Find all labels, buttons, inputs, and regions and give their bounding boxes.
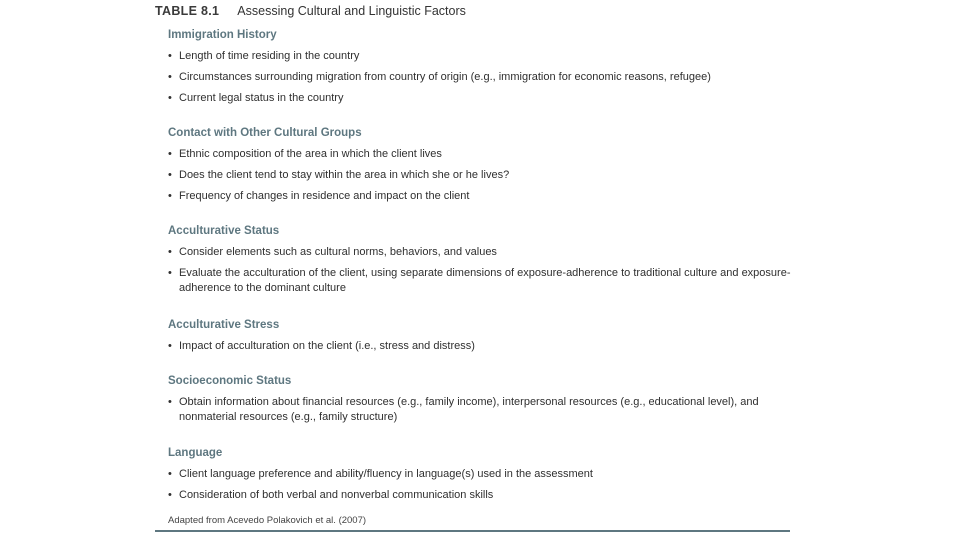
bullet-icon: • [168, 468, 172, 480]
section-immigration-history [168, 28, 798, 106]
bullet-list [168, 245, 798, 296]
bottom-rule [155, 530, 790, 532]
section-heading: Immigration History [168, 29, 277, 41]
bullet-list [168, 147, 798, 204]
bullet-icon: • [168, 190, 172, 202]
list-item: • Ethnic composition of the area in which the client lives [168, 148, 442, 160]
list-item: • Impact of acculturation on the client (i.e., stress and distress) [168, 340, 475, 352]
section-heading: Contact with Other Cultural Groups [168, 127, 362, 139]
list-item: • Obtain information about financial resources (e.g., family income), interpersonal resources (e.g., educational level), and nonmaterial resources (e.g., family structure) [168, 396, 759, 423]
table-number: TABLE 8.1 [155, 4, 220, 18]
section-heading: Acculturative Status [168, 225, 280, 237]
table-header [155, 4, 466, 18]
section-heading: Language [168, 447, 223, 459]
source-note: Adapted from Acevedo Polakovich et al. (2007) [168, 515, 367, 526]
bullet-icon: • [168, 246, 172, 258]
section-contact-with-other-cultural-groups [168, 126, 798, 204]
list-item: • Evaluate the acculturation of the client, using separate dimensions of exposure-adherence to traditional culture and exposure-adherence to the dominant culture [168, 267, 791, 294]
list-item: • Consider elements such as cultural norms, behaviors, and values [168, 246, 497, 258]
list-item: • Length of time residing in the country [168, 50, 360, 62]
list-item: • Current legal status in the country [168, 92, 344, 104]
section-socioeconomic-status [168, 374, 798, 425]
bullet-icon: • [168, 396, 172, 408]
section-language [168, 446, 798, 503]
bullet-icon: • [168, 148, 172, 160]
bullet-list [168, 467, 798, 503]
bullet-list [168, 339, 798, 354]
list-item: • Frequency of changes in residence and impact on the client [168, 190, 470, 202]
section-acculturative-status [168, 224, 798, 296]
list-item: • Circumstances surrounding migration from country of origin (e.g., immigration for economic reasons, refugee) [168, 71, 711, 83]
bullet-icon: • [168, 92, 172, 104]
bullet-icon: • [168, 267, 172, 279]
section-heading: Socioeconomic Status [168, 375, 292, 387]
bullet-icon: • [168, 489, 172, 501]
list-item: • Does the client tend to stay within the area in which she or he lives? [168, 169, 510, 181]
bullet-icon: • [168, 169, 172, 181]
bullet-list [168, 395, 798, 425]
list-item: • Client language preference and ability/fluency in language(s) used in the assessment [168, 468, 593, 480]
bullet-icon: • [168, 71, 172, 83]
section-acculturative-stress [168, 318, 798, 354]
bullet-icon: • [168, 340, 172, 352]
table-title: Assessing Cultural and Linguistic Factors [237, 4, 466, 18]
section-heading: Acculturative Stress [168, 319, 280, 331]
list-item: • Consideration of both verbal and nonverbal communication skills [168, 489, 494, 501]
bullet-icon: • [168, 50, 172, 62]
bullet-list [168, 49, 798, 106]
